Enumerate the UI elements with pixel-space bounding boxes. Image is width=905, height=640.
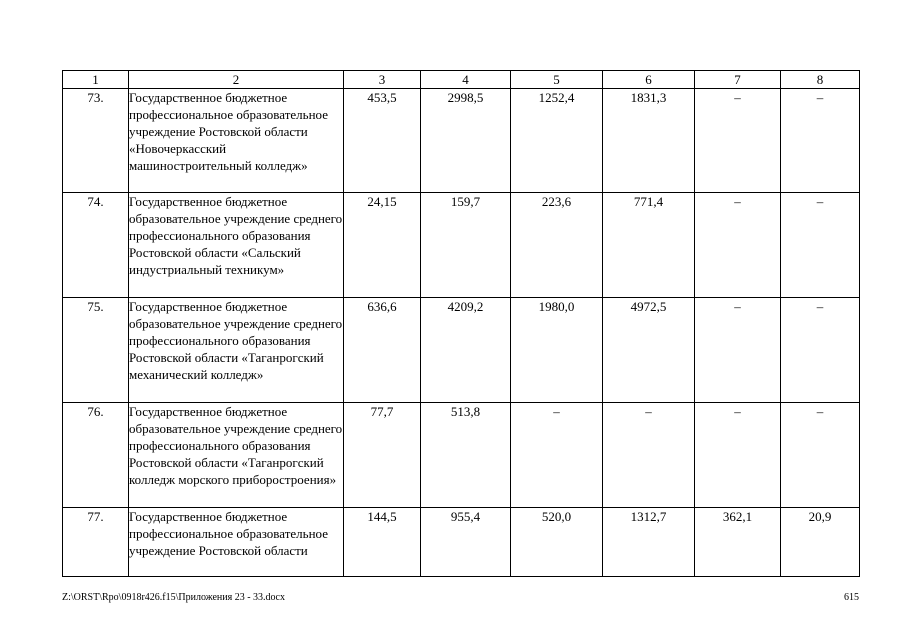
table-row: [63, 89, 860, 193]
value-cell: 520,0: [511, 508, 603, 577]
value-cell: –: [781, 89, 860, 193]
institution-name: Государственное бюджетное профессиональное образовательное учреждение Ростовской области «Новочеркасский машиностроительный колледж»: [129, 89, 344, 193]
column-header: 7: [695, 71, 781, 89]
value-cell: 955,4: [421, 508, 511, 577]
value-cell: –: [695, 298, 781, 403]
value-cell: 24,15: [344, 193, 421, 298]
footer-file-path: Z:\ORST\Rpo\0918r426.f15\Приложения 23 - 33.docx: [62, 592, 285, 603]
row-number: 74.: [63, 193, 129, 298]
row-number: 75.: [63, 298, 129, 403]
value-cell: 1312,7: [603, 508, 695, 577]
value-cell: –: [695, 403, 781, 508]
value-cell: –: [781, 193, 860, 298]
table-row: [63, 403, 860, 508]
column-header: 8: [781, 71, 860, 89]
column-header: 1: [63, 71, 129, 89]
value-cell: 513,8: [421, 403, 511, 508]
row-number: 76.: [63, 403, 129, 508]
row-number: 77.: [63, 508, 129, 577]
value-cell: 362,1: [695, 508, 781, 577]
value-cell: 4972,5: [603, 298, 695, 403]
value-cell: 2998,5: [421, 89, 511, 193]
value-cell: –: [695, 193, 781, 298]
value-cell: 20,9: [781, 508, 860, 577]
value-cell: 1252,4: [511, 89, 603, 193]
value-cell: –: [781, 298, 860, 403]
table-row: [63, 193, 860, 298]
column-header: 2: [129, 71, 344, 89]
value-cell: –: [781, 403, 860, 508]
column-header: 6: [603, 71, 695, 89]
table-row: [63, 508, 860, 577]
value-cell: –: [511, 403, 603, 508]
row-number: 73.: [63, 89, 129, 193]
value-cell: 4209,2: [421, 298, 511, 403]
value-cell: –: [603, 403, 695, 508]
value-cell: 144,5: [344, 508, 421, 577]
header-row: [63, 71, 860, 89]
value-cell: –: [695, 89, 781, 193]
value-cell: 223,6: [511, 193, 603, 298]
value-cell: 1980,0: [511, 298, 603, 403]
column-header: 3: [344, 71, 421, 89]
institution-name: Государственное бюджетное образовательное учреждение среднего профессионального образования Ростовской области «Сальский индустриальный техникум»: [129, 193, 344, 298]
page-number: 615: [844, 592, 859, 603]
institution-name: Государственное бюджетное профессиональное образовательное учреждение Ростовской области: [129, 508, 344, 577]
institution-name: Государственное бюджетное образовательное учреждение среднего профессионального образования Ростовской области «Таганрогский колледж морского приборостроения»: [129, 403, 344, 508]
value-cell: 159,7: [421, 193, 511, 298]
table-row: [63, 298, 860, 403]
value-cell: 77,7: [344, 403, 421, 508]
column-header: 4: [421, 71, 511, 89]
column-header: 5: [511, 71, 603, 89]
value-cell: 771,4: [603, 193, 695, 298]
value-cell: 1831,3: [603, 89, 695, 193]
value-cell: 453,5: [344, 89, 421, 193]
data-table: [62, 70, 860, 577]
institution-name: Государственное бюджетное образовательное учреждение среднего профессионального образования Ростовской области «Таганрогский механический колледж»: [129, 298, 344, 403]
value-cell: 636,6: [344, 298, 421, 403]
